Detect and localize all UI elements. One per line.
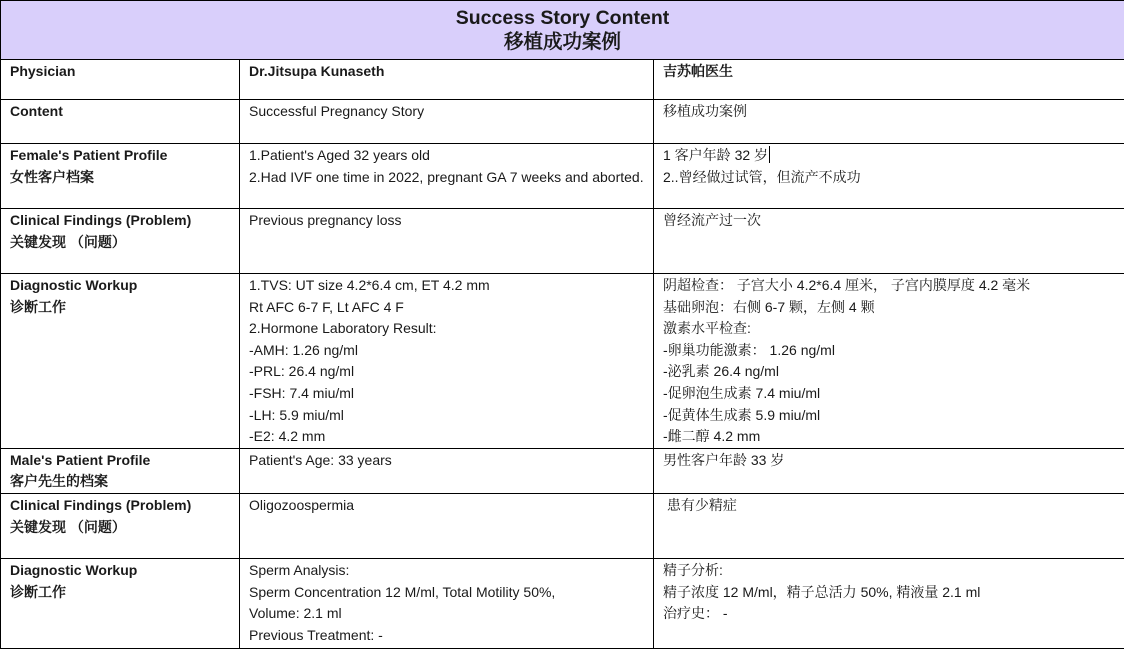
row-chinese-value [654,493,1124,558]
chinese-line: 吉苏帕医生 [663,61,1120,83]
row-english-value [240,558,654,648]
english-line: 1.TVS: UT size 4.2*6.4 cm, ET 4.2 mm [249,275,649,297]
row-english-value [240,448,654,493]
table-row-female-findings [1,209,1124,274]
english-line: -AMH: 1.26 ng/ml [249,340,649,362]
row-label [1,100,240,144]
row-english-value [240,100,654,144]
title-chinese: 移植成功案例 [1,30,1124,54]
chinese-line: 精子浓度 12 M/ml，精子总活力 50%, 精液量 2.1 ml [663,582,1120,604]
row-label [1,60,240,100]
english-line: Sperm Analysis: [249,560,649,582]
english-line: -LH: 5.9 miu/ml [249,405,649,427]
row-chinese-value [654,448,1124,493]
english-line: -PRL: 26.4 ng/ml [249,361,649,383]
table-row-physician [1,60,1124,100]
chinese-line: -泌乳素 26.4 ng/ml [663,361,1120,383]
chinese-line: 患有少精症 [663,495,1120,517]
label-line: Female's Patient Profile [10,145,239,167]
chinese-line: 治疗史： - [663,603,1120,625]
english-line: 2.Had IVF one time in 2022, pregnant GA 7 weeks and aborted. [249,167,649,189]
label-line: 关键发现 （问题） [10,517,239,539]
label-line: 客户先生的档案 [10,471,239,493]
row-chinese-value [654,209,1124,274]
row-label [1,144,240,209]
row-chinese-value [654,144,1124,209]
table-row-content [1,100,1124,144]
text-cursor [769,146,770,163]
row-english-value [240,144,654,209]
label-line: Clinical Findings (Problem) [10,210,239,232]
row-label [1,558,240,648]
english-line: 2.Hormone Laboratory Result: [249,318,649,340]
row-chinese-value [654,60,1124,100]
chinese-line: 男性客户年龄 33 岁 [663,450,1120,472]
table-row-male-findings [1,493,1124,558]
label-line: Physician [10,61,239,83]
label-line: Diagnostic Workup [10,560,239,582]
chinese-line: 激素水平检查: [663,318,1120,340]
english-line: Dr.Jitsupa Kunaseth [249,61,649,83]
chinese-line [663,145,1120,167]
row-label [1,493,240,558]
table-row-female-diagnostic [1,274,1124,449]
label-line: 诊断工作 [10,582,239,604]
label-line: Content [10,101,239,123]
english-line: -E2: 4.2 mm [249,426,649,448]
chinese-line: 基础卵泡：右侧 6-7 颗，左侧 4 颗 [663,297,1120,319]
chinese-line: 2..曾经做过试管，但流产不成功 [663,167,1120,189]
english-line: 1.Patient's Aged 32 years old [249,145,649,167]
english-line: Rt AFC 6-7 F, Lt AFC 4 F [249,297,649,319]
row-english-value [240,60,654,100]
title-row [1,1,1124,60]
label-line: Diagnostic Workup [10,275,239,297]
label-line: 女性客户档案 [10,167,239,189]
table-row-male-profile [1,448,1124,493]
row-chinese-value [654,558,1124,648]
table-row-male-diagnostic [1,558,1124,648]
english-line: Oligozoospermia [249,495,649,517]
chinese-text: 1 客户年龄 32 岁 [663,147,768,163]
label-line: 关键发现 （问题） [10,232,239,254]
chinese-line: 阴超检查： 子宫大小 4.2*6.4 厘米， 子宫内膜厚度 4.2 毫米 [663,275,1120,297]
chinese-line: -促卵泡生成素 7.4 miu/ml [663,383,1120,405]
table-title [1,1,1124,60]
row-label [1,209,240,274]
title-english: Success Story Content [1,6,1124,30]
row-chinese-value [654,100,1124,144]
chinese-line: -卵巢功能激素： 1.26 ng/ml [663,340,1120,362]
english-line: Successful Pregnancy Story [249,101,649,123]
chinese-line: 移植成功案例 [663,101,1120,123]
chinese-line: 精子分析: [663,560,1120,582]
row-english-value [240,493,654,558]
english-line: Volume: 2.1 ml [249,603,649,625]
row-english-value [240,209,654,274]
english-line: Previous Treatment: - [249,625,649,647]
english-line: -FSH: 7.4 miu/ml [249,383,649,405]
english-line: Previous pregnancy loss [249,210,649,232]
label-line: 诊断工作 [10,297,239,319]
table-row-female-profile [1,144,1124,209]
english-line: Patient's Age: 33 years [249,450,649,472]
row-english-value [240,274,654,449]
chinese-line: -雌二醇 4.2 mm [663,426,1120,448]
chinese-line: -促黄体生成素 5.9 miu/ml [663,405,1120,427]
label-line: Clinical Findings (Problem) [10,495,239,517]
row-label [1,448,240,493]
english-line: Sperm Concentration 12 M/ml, Total Motility 50%, [249,582,649,604]
row-chinese-value [654,274,1124,449]
label-line: Male's Patient Profile [10,450,239,472]
row-label [1,274,240,449]
chinese-line: 曾经流产过一次 [663,210,1120,232]
